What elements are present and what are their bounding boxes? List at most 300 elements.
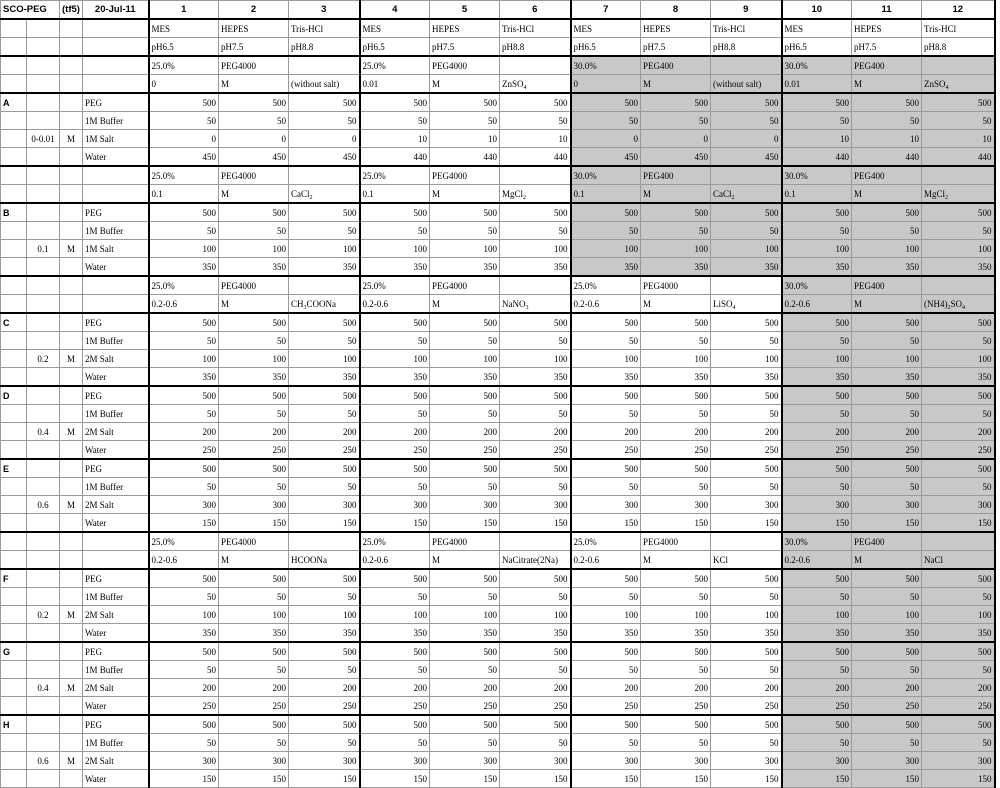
volume-cell[interactable]: 500 <box>219 642 289 661</box>
volume-cell[interactable]: 350 <box>500 624 571 643</box>
volume-cell[interactable]: 500 <box>852 569 922 588</box>
empty-cell[interactable] <box>27 56 60 75</box>
volume-cell[interactable]: 200 <box>782 423 852 441</box>
row-unit[interactable] <box>60 514 83 533</box>
volume-cell[interactable]: 250 <box>782 697 852 716</box>
row-letter[interactable] <box>1 368 27 387</box>
empty-cell[interactable] <box>1 532 27 551</box>
volume-cell[interactable]: 50 <box>852 478 922 496</box>
volume-cell[interactable]: 150 <box>360 770 430 788</box>
component-label[interactable]: 1M Buffer <box>83 405 149 423</box>
volume-cell[interactable]: 200 <box>782 679 852 697</box>
row-concentration[interactable] <box>27 332 60 350</box>
volume-cell[interactable]: 50 <box>500 405 571 423</box>
volume-cell[interactable]: 500 <box>852 313 922 332</box>
row-unit[interactable] <box>60 697 83 716</box>
volume-cell[interactable]: 100 <box>852 350 922 368</box>
volume-cell[interactable]: 50 <box>149 588 219 606</box>
condition-info-cell[interactable] <box>289 166 360 185</box>
component-label[interactable]: PEG <box>83 715 149 734</box>
row-concentration[interactable] <box>27 697 60 716</box>
row-concentration[interactable] <box>27 258 60 277</box>
buffer-name-cell[interactable]: MES <box>782 19 852 38</box>
volume-cell[interactable]: 10 <box>500 130 571 148</box>
volume-cell[interactable]: 100 <box>360 240 430 258</box>
volume-cell[interactable]: 100 <box>852 240 922 258</box>
condition-info-cell[interactable] <box>711 185 782 204</box>
volume-cell[interactable]: 0 <box>149 130 219 148</box>
volume-cell[interactable]: 350 <box>711 624 782 643</box>
component-label[interactable]: Water <box>83 514 149 533</box>
volume-cell[interactable]: 500 <box>571 203 641 222</box>
volume-cell[interactable]: 500 <box>219 715 289 734</box>
row-letter[interactable] <box>1 130 27 148</box>
volume-cell[interactable]: 500 <box>782 642 852 661</box>
component-label[interactable]: 1M Salt <box>83 240 149 258</box>
condition-info-cell[interactable] <box>430 166 500 185</box>
volume-cell[interactable]: 100 <box>782 606 852 624</box>
volume-cell[interactable]: 150 <box>711 514 782 533</box>
column-header-2[interactable]: 2 <box>219 1 289 20</box>
condition-info-cell[interactable] <box>500 185 571 204</box>
empty-cell[interactable] <box>1 185 27 204</box>
volume-cell[interactable]: 50 <box>500 661 571 679</box>
volume-cell[interactable]: 200 <box>360 423 430 441</box>
volume-cell[interactable]: 500 <box>360 93 430 112</box>
row-letter[interactable] <box>1 240 27 258</box>
volume-cell[interactable]: 150 <box>852 770 922 788</box>
row-unit[interactable]: M <box>60 350 83 368</box>
volume-cell[interactable]: 200 <box>571 423 641 441</box>
condition-info-cell[interactable] <box>922 532 995 551</box>
condition-info-cell[interactable] <box>571 532 641 551</box>
condition-info-cell[interactable] <box>149 75 219 94</box>
volume-cell[interactable]: 50 <box>219 332 289 350</box>
row-concentration[interactable]: 0.4 <box>27 423 60 441</box>
row-unit[interactable] <box>60 734 83 752</box>
row-concentration[interactable] <box>27 441 60 460</box>
volume-cell[interactable]: 250 <box>149 441 219 460</box>
volume-cell[interactable]: 10 <box>922 130 995 148</box>
column-header-8[interactable]: 8 <box>641 1 711 20</box>
condition-info-cell[interactable] <box>149 56 219 75</box>
volume-cell[interactable]: 150 <box>711 770 782 788</box>
volume-cell[interactable]: 500 <box>782 569 852 588</box>
empty-cell[interactable] <box>27 185 60 204</box>
volume-cell[interactable]: 50 <box>641 112 711 130</box>
volume-cell[interactable]: 350 <box>289 624 360 643</box>
volume-cell[interactable]: 350 <box>641 624 711 643</box>
volume-cell[interactable]: 350 <box>922 624 995 643</box>
volume-cell[interactable]: 300 <box>641 496 711 514</box>
volume-cell[interactable]: 500 <box>289 459 360 478</box>
volume-cell[interactable]: 50 <box>430 661 500 679</box>
volume-cell[interactable]: 150 <box>149 770 219 788</box>
volume-cell[interactable]: 350 <box>782 368 852 387</box>
row-letter[interactable]: H <box>1 715 27 734</box>
row-concentration[interactable] <box>27 368 60 387</box>
volume-cell[interactable]: 500 <box>641 715 711 734</box>
volume-cell[interactable]: 500 <box>711 569 782 588</box>
row-concentration[interactable]: 0-0.01 <box>27 130 60 148</box>
condition-info-cell[interactable] <box>641 295 711 314</box>
buffer-ph-cell[interactable]: pH6.5 <box>571 38 641 57</box>
volume-cell[interactable]: 500 <box>360 642 430 661</box>
volume-cell[interactable]: 500 <box>571 313 641 332</box>
row-letter[interactable] <box>1 496 27 514</box>
column-header-6[interactable]: 6 <box>500 1 571 20</box>
volume-cell[interactable]: 200 <box>571 679 641 697</box>
condition-info-cell[interactable] <box>711 166 782 185</box>
condition-info-cell[interactable] <box>922 276 995 295</box>
volume-cell[interactable]: 300 <box>922 752 995 770</box>
volume-cell[interactable]: 100 <box>711 350 782 368</box>
row-concentration[interactable]: 0.6 <box>27 752 60 770</box>
volume-cell[interactable]: 500 <box>922 203 995 222</box>
row-concentration[interactable] <box>27 386 60 405</box>
condition-info-cell[interactable] <box>360 75 430 94</box>
volume-cell[interactable]: 150 <box>852 514 922 533</box>
row-letter[interactable]: B <box>1 203 27 222</box>
volume-cell[interactable]: 100 <box>219 240 289 258</box>
volume-cell[interactable]: 500 <box>711 203 782 222</box>
volume-cell[interactable]: 300 <box>430 752 500 770</box>
empty-cell[interactable] <box>27 295 60 314</box>
component-label[interactable]: PEG <box>83 203 149 222</box>
buffer-ph-cell[interactable]: pH6.5 <box>149 38 219 57</box>
volume-cell[interactable]: 50 <box>852 112 922 130</box>
volume-cell[interactable]: 250 <box>571 441 641 460</box>
volume-cell[interactable]: 500 <box>711 459 782 478</box>
volume-cell[interactable]: 200 <box>500 423 571 441</box>
volume-cell[interactable]: 50 <box>219 478 289 496</box>
component-label[interactable]: 1M Buffer <box>83 222 149 240</box>
volume-cell[interactable]: 100 <box>149 606 219 624</box>
row-unit[interactable]: M <box>60 752 83 770</box>
row-concentration[interactable]: 0.4 <box>27 679 60 697</box>
row-letter[interactable] <box>1 222 27 240</box>
component-label[interactable]: Water <box>83 368 149 387</box>
empty-cell[interactable] <box>83 295 149 314</box>
volume-cell[interactable]: 0 <box>219 130 289 148</box>
volume-cell[interactable]: 300 <box>149 752 219 770</box>
row-unit[interactable] <box>60 332 83 350</box>
volume-cell[interactable]: 300 <box>571 496 641 514</box>
condition-info-cell[interactable] <box>571 166 641 185</box>
buffer-ph-cell[interactable]: pH7.5 <box>641 38 711 57</box>
volume-cell[interactable]: 250 <box>219 697 289 716</box>
volume-cell[interactable]: 350 <box>711 368 782 387</box>
volume-cell[interactable]: 250 <box>852 441 922 460</box>
volume-cell[interactable]: 500 <box>571 459 641 478</box>
condition-info-cell[interactable] <box>500 276 571 295</box>
volume-cell[interactable]: 10 <box>782 130 852 148</box>
volume-cell[interactable]: 350 <box>500 368 571 387</box>
volume-cell[interactable]: 100 <box>922 606 995 624</box>
volume-cell[interactable]: 500 <box>289 386 360 405</box>
row-letter[interactable] <box>1 350 27 368</box>
component-label[interactable]: Water <box>83 624 149 643</box>
volume-cell[interactable]: 300 <box>360 496 430 514</box>
volume-cell[interactable]: 150 <box>782 514 852 533</box>
buffer-ph-cell[interactable]: pH7.5 <box>430 38 500 57</box>
empty-cell[interactable] <box>83 38 149 57</box>
row-letter[interactable]: E <box>1 459 27 478</box>
condition-info-cell[interactable] <box>571 56 641 75</box>
volume-cell[interactable]: 150 <box>641 770 711 788</box>
volume-cell[interactable]: 500 <box>782 386 852 405</box>
volume-cell[interactable]: 100 <box>360 350 430 368</box>
volume-cell[interactable]: 500 <box>289 642 360 661</box>
row-letter[interactable] <box>1 258 27 277</box>
volume-cell[interactable]: 500 <box>641 386 711 405</box>
empty-cell[interactable] <box>83 19 149 38</box>
volume-cell[interactable]: 100 <box>289 350 360 368</box>
volume-cell[interactable]: 100 <box>641 240 711 258</box>
volume-cell[interactable]: 50 <box>571 222 641 240</box>
volume-cell[interactable]: 50 <box>922 405 995 423</box>
row-letter[interactable] <box>1 661 27 679</box>
empty-cell[interactable] <box>27 276 60 295</box>
plate-tag[interactable]: (tf5) <box>60 1 83 20</box>
volume-cell[interactable]: 250 <box>289 697 360 716</box>
row-unit[interactable]: M <box>60 240 83 258</box>
volume-cell[interactable]: 350 <box>430 624 500 643</box>
row-unit[interactable] <box>60 203 83 222</box>
volume-cell[interactable]: 500 <box>852 203 922 222</box>
volume-cell[interactable]: 500 <box>430 313 500 332</box>
volume-cell[interactable]: 150 <box>922 514 995 533</box>
volume-cell[interactable]: 500 <box>641 203 711 222</box>
condition-info-cell[interactable] <box>360 276 430 295</box>
volume-cell[interactable]: 50 <box>922 588 995 606</box>
condition-info-cell[interactable] <box>711 551 782 570</box>
condition-info-cell[interactable] <box>852 276 922 295</box>
volume-cell[interactable]: 50 <box>500 222 571 240</box>
row-letter[interactable] <box>1 514 27 533</box>
volume-cell[interactable]: 500 <box>852 386 922 405</box>
volume-cell[interactable]: 50 <box>149 332 219 350</box>
column-header-7[interactable]: 7 <box>571 1 641 20</box>
volume-cell[interactable]: 500 <box>289 203 360 222</box>
volume-cell[interactable]: 100 <box>571 350 641 368</box>
volume-cell[interactable]: 500 <box>430 569 500 588</box>
volume-cell[interactable]: 150 <box>219 770 289 788</box>
buffer-name-cell[interactable]: MES <box>571 19 641 38</box>
row-unit[interactable] <box>60 368 83 387</box>
volume-cell[interactable]: 500 <box>360 386 430 405</box>
component-label[interactable]: 2M Salt <box>83 752 149 770</box>
volume-cell[interactable]: 500 <box>922 642 995 661</box>
empty-cell[interactable] <box>60 276 83 295</box>
volume-cell[interactable]: 500 <box>149 715 219 734</box>
empty-cell[interactable] <box>60 19 83 38</box>
component-label[interactable]: PEG <box>83 313 149 332</box>
condition-info-cell[interactable] <box>641 75 711 94</box>
volume-cell[interactable]: 300 <box>782 752 852 770</box>
volume-cell[interactable]: 100 <box>500 240 571 258</box>
volume-cell[interactable]: 100 <box>500 606 571 624</box>
condition-info-cell[interactable] <box>852 75 922 94</box>
volume-cell[interactable]: 50 <box>782 588 852 606</box>
row-letter[interactable] <box>1 679 27 697</box>
condition-info-cell[interactable] <box>922 56 995 75</box>
condition-info-cell[interactable] <box>500 532 571 551</box>
volume-cell[interactable]: 50 <box>289 405 360 423</box>
component-label[interactable]: 1M Buffer <box>83 332 149 350</box>
volume-cell[interactable]: 350 <box>641 258 711 277</box>
volume-cell[interactable]: 500 <box>360 715 430 734</box>
volume-cell[interactable]: 50 <box>500 478 571 496</box>
volume-cell[interactable]: 50 <box>852 222 922 240</box>
volume-cell[interactable]: 50 <box>219 661 289 679</box>
volume-cell[interactable]: 100 <box>711 606 782 624</box>
row-unit[interactable] <box>60 478 83 496</box>
condition-info-cell[interactable] <box>289 75 360 94</box>
condition-info-cell[interactable] <box>219 56 289 75</box>
volume-cell[interactable]: 50 <box>430 478 500 496</box>
volume-cell[interactable]: 100 <box>289 606 360 624</box>
buffer-name-cell[interactable]: MES <box>149 19 219 38</box>
volume-cell[interactable]: 500 <box>360 203 430 222</box>
volume-cell[interactable]: 450 <box>641 148 711 167</box>
condition-info-cell[interactable] <box>500 56 571 75</box>
volume-cell[interactable]: 440 <box>500 148 571 167</box>
volume-cell[interactable]: 500 <box>430 715 500 734</box>
volume-cell[interactable]: 50 <box>430 222 500 240</box>
condition-info-cell[interactable] <box>711 56 782 75</box>
empty-cell[interactable] <box>1 38 27 57</box>
volume-cell[interactable]: 500 <box>571 386 641 405</box>
volume-cell[interactable]: 200 <box>922 423 995 441</box>
volume-cell[interactable]: 300 <box>360 752 430 770</box>
row-concentration[interactable] <box>27 93 60 112</box>
volume-cell[interactable]: 350 <box>852 368 922 387</box>
volume-cell[interactable]: 200 <box>852 679 922 697</box>
volume-cell[interactable]: 350 <box>219 258 289 277</box>
volume-cell[interactable]: 50 <box>641 661 711 679</box>
row-letter[interactable]: D <box>1 386 27 405</box>
volume-cell[interactable]: 100 <box>430 240 500 258</box>
condition-info-cell[interactable] <box>289 551 360 570</box>
volume-cell[interactable]: 50 <box>149 478 219 496</box>
condition-info-cell[interactable] <box>360 295 430 314</box>
volume-cell[interactable]: 500 <box>219 386 289 405</box>
volume-cell[interactable]: 350 <box>922 258 995 277</box>
condition-info-cell[interactable] <box>430 75 500 94</box>
empty-cell[interactable] <box>27 551 60 570</box>
row-letter[interactable] <box>1 606 27 624</box>
volume-cell[interactable]: 50 <box>360 661 430 679</box>
volume-cell[interactable]: 500 <box>852 715 922 734</box>
volume-cell[interactable]: 100 <box>641 606 711 624</box>
row-concentration[interactable] <box>27 203 60 222</box>
volume-cell[interactable]: 350 <box>219 368 289 387</box>
volume-cell[interactable]: 50 <box>360 332 430 350</box>
volume-cell[interactable]: 50 <box>571 478 641 496</box>
volume-cell[interactable]: 50 <box>922 661 995 679</box>
volume-cell[interactable]: 50 <box>149 405 219 423</box>
volume-cell[interactable]: 440 <box>852 148 922 167</box>
volume-cell[interactable]: 150 <box>289 770 360 788</box>
volume-cell[interactable]: 350 <box>149 258 219 277</box>
empty-cell[interactable] <box>27 75 60 94</box>
buffer-ph-cell[interactable]: pH8.8 <box>500 38 571 57</box>
volume-cell[interactable]: 200 <box>500 679 571 697</box>
row-concentration[interactable] <box>27 148 60 167</box>
condition-info-cell[interactable] <box>571 295 641 314</box>
condition-info-cell[interactable] <box>782 185 852 204</box>
row-letter[interactable] <box>1 332 27 350</box>
volume-cell[interactable]: 50 <box>149 661 219 679</box>
volume-cell[interactable]: 100 <box>430 606 500 624</box>
component-label[interactable]: 2M Salt <box>83 496 149 514</box>
condition-info-cell[interactable] <box>360 166 430 185</box>
volume-cell[interactable]: 50 <box>711 478 782 496</box>
condition-info-cell[interactable] <box>430 56 500 75</box>
volume-cell[interactable]: 200 <box>219 679 289 697</box>
buffer-ph-cell[interactable]: pH7.5 <box>219 38 289 57</box>
volume-cell[interactable]: 500 <box>782 203 852 222</box>
volume-cell[interactable]: 500 <box>289 715 360 734</box>
condition-info-cell[interactable] <box>360 532 430 551</box>
volume-cell[interactable]: 50 <box>571 112 641 130</box>
volume-cell[interactable]: 350 <box>571 368 641 387</box>
buffer-ph-cell[interactable]: pH8.8 <box>922 38 995 57</box>
component-label[interactable]: 1M Buffer <box>83 478 149 496</box>
volume-cell[interactable]: 350 <box>500 258 571 277</box>
volume-cell[interactable]: 500 <box>500 93 571 112</box>
volume-cell[interactable]: 500 <box>782 93 852 112</box>
volume-cell[interactable]: 50 <box>289 112 360 130</box>
condition-info-cell[interactable] <box>782 551 852 570</box>
volume-cell[interactable]: 200 <box>430 679 500 697</box>
volume-cell[interactable]: 500 <box>922 386 995 405</box>
condition-info-cell[interactable] <box>711 276 782 295</box>
volume-cell[interactable]: 50 <box>852 661 922 679</box>
volume-cell[interactable]: 250 <box>360 441 430 460</box>
volume-cell[interactable]: 50 <box>641 734 711 752</box>
condition-info-cell[interactable] <box>149 551 219 570</box>
volume-cell[interactable]: 100 <box>782 350 852 368</box>
volume-cell[interactable]: 150 <box>922 770 995 788</box>
volume-cell[interactable]: 500 <box>149 93 219 112</box>
row-letter[interactable] <box>1 441 27 460</box>
volume-cell[interactable]: 500 <box>852 93 922 112</box>
row-letter[interactable] <box>1 405 27 423</box>
empty-cell[interactable] <box>60 532 83 551</box>
row-letter[interactable] <box>1 478 27 496</box>
row-concentration[interactable] <box>27 514 60 533</box>
volume-cell[interactable]: 250 <box>782 441 852 460</box>
buffer-ph-cell[interactable]: pH8.8 <box>711 38 782 57</box>
volume-cell[interactable]: 50 <box>782 734 852 752</box>
row-unit[interactable] <box>60 459 83 478</box>
row-letter[interactable] <box>1 112 27 130</box>
volume-cell[interactable]: 50 <box>289 222 360 240</box>
row-unit[interactable] <box>60 588 83 606</box>
row-letter[interactable]: C <box>1 313 27 332</box>
volume-cell[interactable]: 500 <box>430 386 500 405</box>
volume-cell[interactable]: 150 <box>430 770 500 788</box>
empty-cell[interactable] <box>60 75 83 94</box>
volume-cell[interactable]: 50 <box>711 332 782 350</box>
row-unit[interactable] <box>60 661 83 679</box>
empty-cell[interactable] <box>83 166 149 185</box>
volume-cell[interactable]: 50 <box>852 588 922 606</box>
row-concentration[interactable] <box>27 661 60 679</box>
volume-cell[interactable]: 300 <box>711 752 782 770</box>
